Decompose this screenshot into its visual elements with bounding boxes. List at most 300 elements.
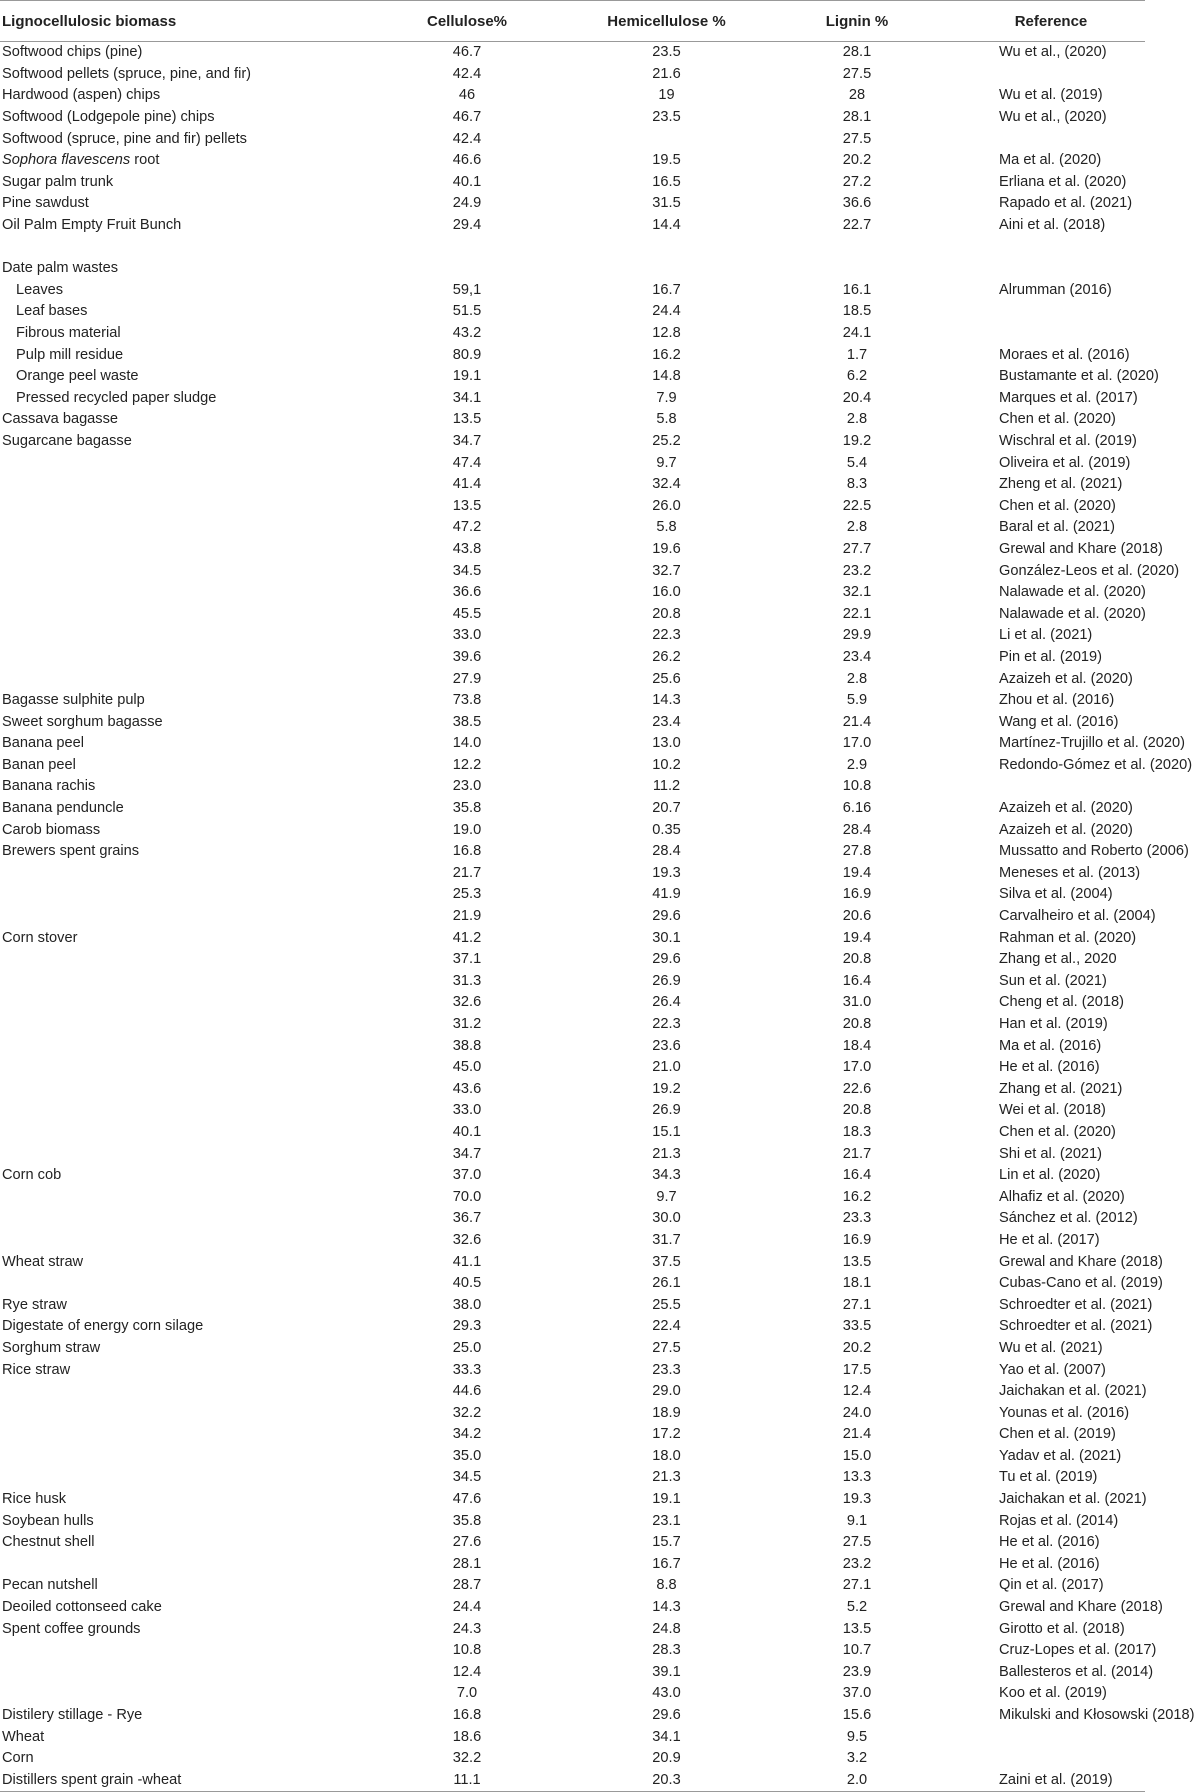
- hemicellulose-cell: 28.3: [652, 1642, 681, 1659]
- lignin-cell: 27.1: [842, 1296, 872, 1313]
- table-row: [0, 258, 1145, 280]
- table-body: [0, 42, 1194, 1792]
- hemicellulose-cell: 23.1: [652, 1512, 681, 1529]
- hemicellulose-cell: 21.6: [652, 65, 681, 82]
- lignin-cell: 2.9: [846, 756, 868, 773]
- hemicellulose-cell: 34.1: [652, 1728, 681, 1745]
- hemicellulose-cell: 16.2: [652, 346, 681, 363]
- reference-cell: Rahman et al. (2020): [999, 929, 1137, 946]
- lignin-cell: 15.6: [842, 1707, 872, 1724]
- reference-cell: Wu et al., (2020): [999, 44, 1107, 61]
- lignin-cell: 9.1: [846, 1512, 868, 1529]
- reference-cell: Zaini et al. (2019): [957, 1770, 1145, 1792]
- hemicellulose-cell: 5.8: [656, 519, 677, 536]
- cellulose-cell: 34.7: [452, 1145, 482, 1162]
- biomass-name-cell: [0, 668, 358, 690]
- hemicellulose-cell: 25.6: [652, 670, 681, 687]
- cellulose-cell: 35.0: [452, 1447, 482, 1464]
- lignin-cell: 27.5: [842, 65, 872, 82]
- lignin-cell: 1.7: [846, 346, 868, 363]
- reference-cell: Alhafiz et al. (2020): [999, 1188, 1125, 1205]
- cellulose-cell: 34.1: [452, 389, 482, 406]
- lignin-cell: 28.1: [842, 44, 872, 61]
- cellulose-cell: 16.8: [452, 843, 482, 860]
- lignin-cell: 23.9: [842, 1663, 872, 1680]
- hemicellulose-cell: 16.7: [652, 281, 681, 298]
- hemicellulose-cell: 32.4: [652, 476, 681, 493]
- biomass-name-cell: Sugar palm trunk: [2, 173, 114, 190]
- table-row: [0, 690, 1145, 712]
- cellulose-cell: 24.9: [452, 195, 482, 212]
- lignin-cell: 19.2: [842, 432, 872, 449]
- table-row: [0, 366, 1145, 388]
- biomass-name-cell: [0, 1467, 358, 1489]
- biomass-name-cell: Distilery stillage - Rye: [2, 1707, 143, 1724]
- cellulose-cell: 37.1: [452, 951, 482, 968]
- table-row: [0, 1251, 1145, 1273]
- biomass-name-cell: Date palm wastes: [2, 260, 118, 277]
- biomass-name-cell: [0, 539, 358, 561]
- cellulose-cell: 33.0: [452, 627, 482, 644]
- table-row: [0, 733, 1145, 755]
- lignin-cell: 20.8: [842, 951, 872, 968]
- lignin-cell: 17.0: [842, 735, 872, 752]
- lignin-cell: 37.0: [842, 1685, 872, 1702]
- lignin-cell: 17.0: [842, 1059, 872, 1076]
- reference-cell: [957, 258, 1145, 280]
- table-row: [0, 1100, 1145, 1122]
- table-row: [0, 301, 1145, 323]
- hemicellulose-cell: 19.2: [652, 1080, 681, 1097]
- hemicellulose-cell: 43.0: [652, 1685, 681, 1702]
- biomass-name-cell: Banana penduncle: [2, 800, 124, 817]
- reference-cell: Moraes et al. (2016): [999, 346, 1130, 363]
- table-row: [0, 1079, 1145, 1101]
- biomass-name-cell: Bagasse sulphite pulp: [2, 692, 145, 709]
- table-row: [0, 1143, 1145, 1165]
- reference-cell: Yao et al. (2007): [999, 1361, 1106, 1378]
- reference-cell: [957, 1726, 1145, 1748]
- reference-cell: He et al. (2017): [999, 1231, 1100, 1248]
- hemicellulose-cell: [576, 128, 757, 150]
- cellulose-cell: 38.8: [452, 1037, 482, 1054]
- hemicellulose-cell: 22.4: [652, 1318, 681, 1335]
- reference-cell: Chen et al. (2020): [999, 497, 1116, 514]
- reference-cell: He et al. (2016): [999, 1534, 1100, 1551]
- table-row: [0, 1294, 1145, 1316]
- table-row: [0, 1640, 1145, 1662]
- biomass-name-cell: [0, 1143, 358, 1165]
- table-row: [0, 344, 1145, 366]
- lignin-cell: 5.2: [846, 1599, 868, 1616]
- cellulose-cell: 47.4: [452, 454, 482, 471]
- biomass-name-cell: [0, 1100, 358, 1122]
- reference-cell: Nalawade et al. (2020): [999, 605, 1146, 622]
- table-row: [0, 949, 1145, 971]
- table-row: [0, 1208, 1145, 1230]
- lignin-cell: 18.3: [842, 1123, 872, 1140]
- cellulose-cell: [358, 258, 576, 280]
- biomass-name-cell: Pulp mill residue: [16, 346, 124, 363]
- cellulose-cell: 19.1: [452, 368, 482, 385]
- table-row: [0, 647, 1145, 669]
- biomass-name-cell: [0, 1640, 358, 1662]
- reference-cell: Cubas-Cano et al. (2019): [999, 1275, 1163, 1292]
- lignin-cell: 17.5: [842, 1361, 872, 1378]
- biomass-name-cell: Sorghum straw: [2, 1339, 101, 1356]
- cellulose-cell: 32.2: [452, 1404, 482, 1421]
- cellulose-cell: 24.3: [452, 1620, 482, 1637]
- biomass-name-cell: [0, 452, 358, 474]
- cellulose-cell: 42.4: [452, 130, 482, 147]
- table-row: [0, 1748, 1145, 1770]
- table-row: [0, 495, 1145, 517]
- table-row: [0, 755, 1145, 777]
- cellulose-cell: 32.6: [452, 994, 482, 1011]
- reference-cell: Zhou et al. (2016): [999, 692, 1115, 709]
- biomass-name-cell: Softwood pellets (spruce, pine, and fir): [2, 65, 252, 82]
- lignin-cell: 21.4: [842, 1426, 872, 1443]
- table-row: [0, 474, 1145, 496]
- reference-cell: Rojas et al. (2014): [999, 1512, 1119, 1529]
- hemicellulose-cell: 18.0: [652, 1447, 681, 1464]
- reference-cell: Jaichakan et al. (2021): [999, 1491, 1147, 1508]
- lignin-cell: 18.1: [842, 1275, 872, 1292]
- table-row: [0, 1057, 1145, 1079]
- hemicellulose-cell: 31.7: [652, 1231, 681, 1248]
- table-row: [0, 388, 1145, 410]
- reference-cell: Chen et al. (2020): [999, 1123, 1116, 1140]
- biomass-name-cell: Softwood (spruce, pine and fir) pellets: [2, 130, 247, 147]
- lignin-cell: 20.4: [842, 389, 872, 406]
- hemicellulose-cell: 14.4: [652, 217, 681, 234]
- reference-cell: Schroedter et al. (2021): [999, 1318, 1153, 1335]
- biomass-name-cell: [0, 495, 358, 517]
- table-row: [0, 128, 1145, 150]
- reference-cell: Redondo-Gómez et al. (2020): [999, 756, 1193, 773]
- cellulose-cell: 40.1: [452, 173, 482, 190]
- cellulose-cell: 25.0: [452, 1339, 482, 1356]
- reference-cell: Wu et al. (2021): [999, 1339, 1103, 1356]
- table-row: [0, 1770, 1145, 1792]
- hemicellulose-cell: 21.3: [652, 1469, 681, 1486]
- hemicellulose-cell: 31.5: [652, 195, 681, 212]
- biomass-name-cell: Corn: [2, 1750, 34, 1767]
- reference-cell: Rapado et al. (2021): [999, 195, 1133, 212]
- table-row: [0, 884, 1145, 906]
- table-row: [0, 1186, 1145, 1208]
- table-row: [0, 1014, 1145, 1036]
- biomass-name-cell: [0, 236, 358, 258]
- reference-cell: Koo et al. (2019): [999, 1685, 1107, 1702]
- hemicellulose-cell: 16.7: [652, 1555, 681, 1572]
- reference-cell: Schroedter et al. (2021): [999, 1296, 1153, 1313]
- biomass-name-cell: [0, 625, 358, 647]
- reference-cell: Aini et al. (2018): [999, 217, 1106, 234]
- biomass-name-cell: Chestnut shell: [2, 1534, 95, 1551]
- lignin-cell: 22.1: [842, 605, 872, 622]
- biomass-name-cell: Deoiled cottonseed cake: [2, 1599, 162, 1616]
- biomass-name-cell: Pine sawdust: [2, 195, 89, 212]
- cellulose-cell: 18.6: [452, 1728, 482, 1745]
- table-row: [0, 625, 1145, 647]
- reference-cell: Qin et al. (2017): [999, 1577, 1104, 1594]
- table-row: [0, 1554, 1145, 1576]
- cellulose-cell: 34.2: [452, 1426, 482, 1443]
- table-row: [0, 85, 1145, 107]
- hemicellulose-cell: 25.5: [652, 1296, 681, 1313]
- table-row: [0, 1683, 1145, 1705]
- cellulose-cell: 80.9: [452, 346, 482, 363]
- cellulose-cell: 25.3: [452, 886, 482, 903]
- reference-cell: Nalawade et al. (2020): [999, 584, 1146, 601]
- cellulose-cell: 23.0: [452, 778, 482, 795]
- hemicellulose-cell: 26.9: [652, 972, 681, 989]
- hemicellulose-cell: 10.2: [652, 756, 681, 773]
- reference-cell: Wu et al., (2020): [999, 109, 1107, 126]
- biomass-name-cell: Rye straw: [2, 1296, 67, 1313]
- biomass-name-cell: Leaf bases: [16, 303, 88, 320]
- lignin-cell: 27.5: [842, 1534, 872, 1551]
- biomass-name-cell: Cassava bagasse: [2, 411, 119, 428]
- lignin-cell: 27.1: [842, 1577, 872, 1594]
- cellulose-cell: 36.7: [452, 1210, 482, 1227]
- cellulose-cell: 11.1: [358, 1770, 576, 1792]
- biomass-name-cell: Distillers spent grain -wheat: [0, 1770, 358, 1792]
- reference-cell: Azaizeh et al. (2020): [999, 821, 1133, 838]
- cellulose-cell: 34.5: [452, 562, 482, 579]
- cellulose-cell: 13.5: [452, 411, 482, 428]
- reference-cell: He et al. (2016): [999, 1555, 1100, 1572]
- reference-cell: Mussatto and Roberto (2006): [999, 843, 1189, 860]
- reference-cell: Grewal and Khare (2018): [999, 1253, 1163, 1270]
- cellulose-cell: 36.6: [452, 584, 482, 601]
- cellulose-cell: 29.3: [452, 1318, 482, 1335]
- hemicellulose-cell: 17.2: [652, 1426, 681, 1443]
- biomass-name-cell: Corn cob: [2, 1167, 62, 1184]
- biomass-name-cell: Softwood (Lodgepole pine) chips: [2, 109, 215, 126]
- lignin-cell: 9.5: [846, 1728, 868, 1745]
- cellulose-cell: 46: [458, 87, 476, 104]
- lignin-cell: 22.6: [842, 1080, 872, 1097]
- table-row: [0, 280, 1145, 302]
- cellulose-cell: 39.6: [452, 648, 482, 665]
- reference-cell: [957, 1748, 1145, 1770]
- reference-cell: Yadav et al. (2021): [999, 1447, 1122, 1464]
- hemicellulose-cell: 41.9: [652, 886, 681, 903]
- biomass-name-cell: Wheat: [2, 1728, 45, 1745]
- biomass-name-cell: Sweet sorghum bagasse: [2, 713, 163, 730]
- hemicellulose-cell: 20.8: [652, 605, 681, 622]
- hemicellulose-cell: 23.4: [652, 713, 681, 730]
- biomass-name-cell: [0, 906, 358, 928]
- lignin-cell: 2.8: [846, 411, 868, 428]
- biomass-name-cell: [0, 1554, 358, 1576]
- biomass-name-cell: [0, 1057, 358, 1079]
- cellulose-cell: 31.2: [452, 1016, 482, 1033]
- table-row: [0, 64, 1145, 86]
- reference-cell: Chen et al. (2020): [999, 411, 1116, 428]
- lignin-cell: 32.1: [842, 584, 872, 601]
- table-row: [0, 1165, 1145, 1187]
- lignin-cell: 13.5: [842, 1620, 872, 1637]
- table-row: [0, 603, 1145, 625]
- hemicellulose-cell: 20.9: [652, 1750, 681, 1767]
- reference-cell: Ma et al. (2016): [999, 1037, 1102, 1054]
- lignin-cell: 36.6: [842, 195, 872, 212]
- hemicellulose-cell: 19.6: [652, 540, 681, 557]
- table-row: [0, 560, 1145, 582]
- cellulose-cell: 40.1: [452, 1123, 482, 1140]
- biomass-name-cell: [0, 1683, 358, 1705]
- biomass-name-cell: [0, 971, 358, 993]
- cellulose-cell: 21.7: [452, 864, 482, 881]
- hemicellulose-cell: 9.7: [656, 1188, 677, 1205]
- biomass-name-cell: [0, 1402, 358, 1424]
- cellulose-cell: 37.0: [452, 1167, 482, 1184]
- hemicellulose-cell: 14.3: [652, 1599, 681, 1616]
- biomass-name-cell: Spent coffee grounds: [2, 1620, 141, 1637]
- biomass-name-cell: [0, 1230, 358, 1252]
- hemicellulose-cell: 21.0: [652, 1059, 681, 1076]
- table-row: [0, 1597, 1145, 1619]
- hemicellulose-cell: 24.4: [652, 303, 681, 320]
- reference-cell: Cheng et al. (2018): [999, 994, 1124, 1011]
- biomass-name-cell: Leaves: [16, 281, 64, 298]
- table-row: [0, 236, 1145, 258]
- table-row: [0, 1035, 1145, 1057]
- table-row: [0, 1532, 1145, 1554]
- lignin-cell: 20.2: [842, 152, 872, 169]
- reference-cell: [957, 128, 1145, 150]
- reference-cell: Pin et al. (2019): [999, 648, 1103, 665]
- hemicellulose-cell: 23.5: [652, 109, 681, 126]
- reference-cell: Han et al. (2019): [999, 1016, 1108, 1033]
- reference-cell: Tu et al. (2019): [999, 1469, 1098, 1486]
- hemicellulose-cell: 30.1: [652, 929, 681, 946]
- reference-cell: Shi et al. (2021): [999, 1145, 1103, 1162]
- table-row: [0, 107, 1145, 129]
- biomass-name-cell: Pecan nutshell: [2, 1577, 98, 1594]
- cellulose-cell: 42.4: [452, 65, 482, 82]
- hemicellulose-cell: [576, 258, 757, 280]
- hemicellulose-cell: 29.6: [652, 908, 681, 925]
- cellulose-cell: 73.8: [452, 692, 482, 709]
- table-row: [0, 1726, 1145, 1748]
- hemicellulose-cell: 23.6: [652, 1037, 681, 1054]
- table-row: [0, 906, 1145, 928]
- table-row: [0, 172, 1145, 194]
- hemicellulose-cell: 29.6: [652, 1707, 681, 1724]
- cellulose-cell: 41.1: [452, 1253, 482, 1270]
- lignin-cell: 16.4: [842, 1167, 872, 1184]
- biomass-name-cell: [0, 992, 358, 1014]
- table-row: [0, 431, 1145, 453]
- lignin-cell: 5.9: [846, 692, 868, 709]
- reference-cell: Sánchez et al. (2012): [999, 1210, 1138, 1227]
- lignin-cell: 21.4: [842, 713, 872, 730]
- lignin-cell: 16.9: [842, 886, 872, 903]
- hemicellulose-cell: 26.2: [652, 648, 681, 665]
- hemicellulose-cell: 37.5: [652, 1253, 681, 1270]
- biomass-name-cell: [0, 1208, 358, 1230]
- lignin-cell: 2.8: [846, 519, 868, 536]
- cellulose-cell: 51.5: [452, 303, 482, 320]
- reference-cell: Wischral et al. (2019): [999, 432, 1137, 449]
- cellulose-cell: 28.7: [452, 1577, 482, 1594]
- hemicellulose-cell: 26.1: [652, 1275, 681, 1292]
- hemicellulose-cell: 0.35: [652, 821, 681, 838]
- lignin-cell: 29.9: [842, 627, 872, 644]
- lignin-cell: 6.16: [842, 800, 872, 817]
- reference-cell: Martínez-Trujillo et al. (2020): [999, 735, 1185, 752]
- table-row: [0, 798, 1145, 820]
- reference-cell: [957, 776, 1145, 798]
- reference-cell: Lin et al. (2020): [999, 1167, 1101, 1184]
- biomass-name-cell: Rice straw: [2, 1361, 71, 1378]
- biomass-name-cell: [0, 582, 358, 604]
- table-row: [0, 1446, 1145, 1468]
- hemicellulose-cell: 19.3: [652, 864, 681, 881]
- cellulose-cell: 45.0: [452, 1059, 482, 1076]
- cellulose-cell: 47.2: [452, 519, 482, 536]
- reference-cell: Mikulski and Kłosowski (2018): [999, 1707, 1194, 1724]
- biomass-name-cell: [0, 1122, 358, 1144]
- lignin-cell: 31.0: [842, 994, 872, 1011]
- biomass-name-cell: Banana peel: [2, 735, 84, 752]
- lignin-cell: 20.8: [842, 1016, 872, 1033]
- table-row: [0, 1618, 1145, 1640]
- hemicellulose-cell: 30.0: [652, 1210, 681, 1227]
- reference-cell: Azaizeh et al. (2020): [999, 670, 1133, 687]
- hemicellulose-cell: 18.9: [652, 1404, 681, 1421]
- biomass-name-cell: Wheat straw: [2, 1253, 84, 1270]
- cellulose-cell: 24.4: [452, 1599, 482, 1616]
- biomass-name-cell: Sugarcane bagasse: [2, 432, 132, 449]
- table-row: [0, 1510, 1145, 1532]
- biomass-name-cell: [0, 1273, 358, 1295]
- cellulose-cell: 43.8: [452, 540, 482, 557]
- hemicellulose-cell: 24.8: [652, 1620, 681, 1637]
- lignin-cell: 20.6: [842, 908, 872, 925]
- hemicellulose-cell: 19.5: [652, 152, 681, 169]
- hemicellulose-cell: 7.9: [656, 389, 677, 406]
- lignin-cell: 18.4: [842, 1037, 872, 1054]
- cellulose-cell: 12.4: [452, 1663, 482, 1680]
- cellulose-cell: 31.3: [452, 972, 482, 989]
- biomass-name-cell: Digestate of energy corn silage: [2, 1318, 204, 1335]
- reference-cell: Erliana et al. (2020): [999, 173, 1127, 190]
- hemicellulose-cell: 34.3: [652, 1167, 681, 1184]
- cellulose-cell: 12.2: [452, 756, 482, 773]
- cellulose-cell: 32.2: [452, 1750, 482, 1767]
- hemicellulose-cell: 25.2: [652, 432, 681, 449]
- biomass-name-cell: Soybean hulls: [2, 1512, 94, 1529]
- reference-cell: Wei et al. (2018): [999, 1102, 1106, 1119]
- lignin-cell: 10.7: [842, 1642, 872, 1659]
- reference-cell: Ballesteros et al. (2014): [999, 1663, 1154, 1680]
- cellulose-cell: 47.6: [452, 1491, 482, 1508]
- biomass-name-cell: Softwood chips (pine): [2, 44, 143, 61]
- biomass-name-cell: [0, 517, 358, 539]
- hemicellulose-cell: 14.3: [652, 692, 681, 709]
- biomass-name-cell: [0, 1446, 358, 1468]
- table-row: [0, 1316, 1145, 1338]
- cellulose-cell: 46.7: [452, 109, 482, 126]
- table-row: [0, 1230, 1145, 1252]
- lignin-cell: 15.0: [842, 1447, 872, 1464]
- hemicellulose-cell: 8.8: [656, 1577, 677, 1594]
